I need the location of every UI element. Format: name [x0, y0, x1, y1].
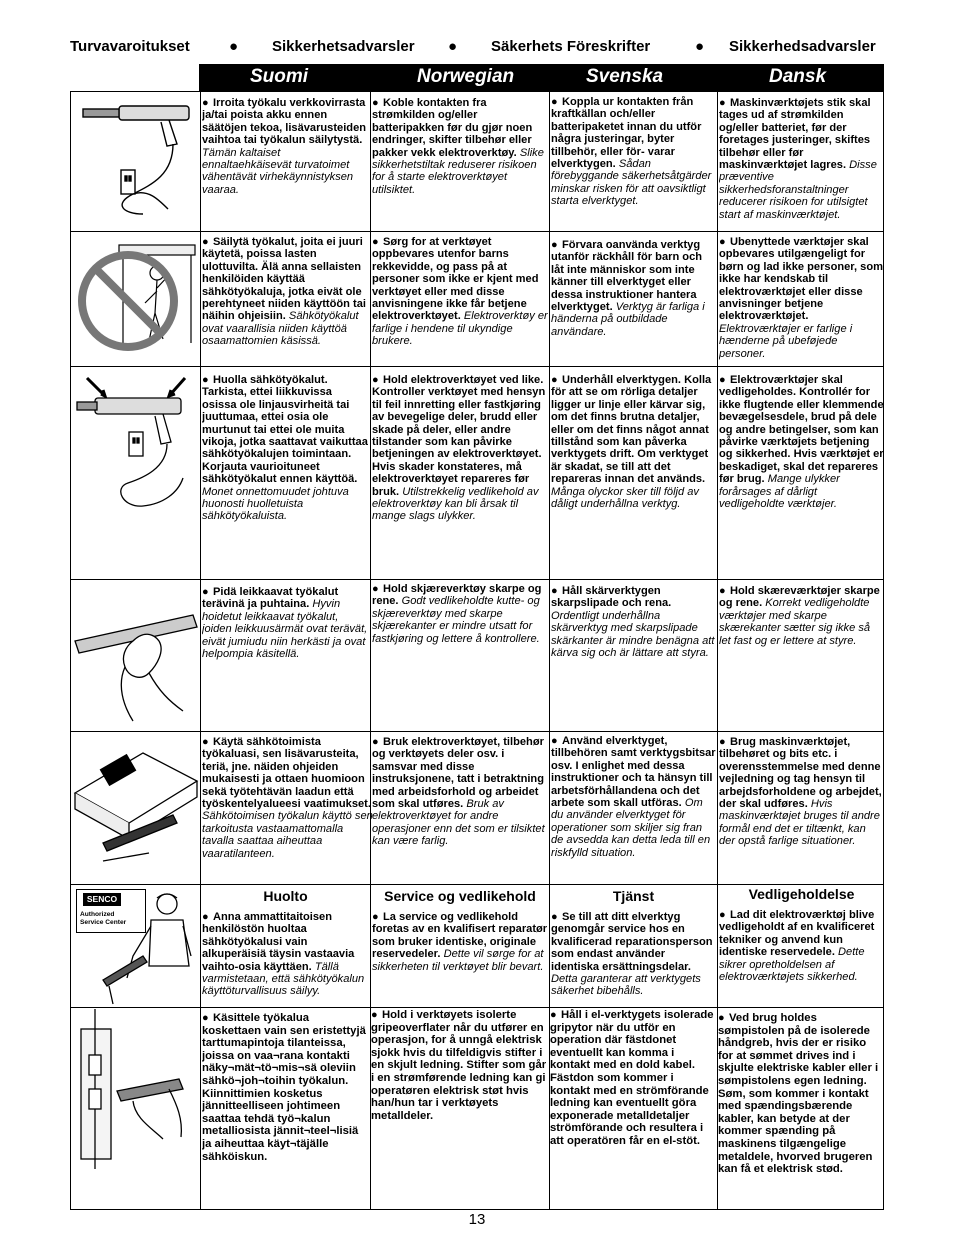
header-swedish: Säkerhets Föreskrifter — [491, 38, 651, 55]
tjanst-heading: Tjänst — [612, 888, 655, 904]
row4-svenska: ● Håll skärverktygen skarpslipade och rena. Ordentligt underhållna skärverktyg med skarpslipade skärkanter är mindre benägna att kärva sig och är lättare att styra. — [551, 585, 715, 660]
row6-norwegian: Service og vedlikehold ● La service og vedlikehold foretas av en kvalifisert reparatør som bruker identiske, originale reservedeler. Dette vil sørge for at sikkerheten til verktøyet blir bevart. — [372, 888, 548, 973]
safety-table — [70, 91, 884, 1210]
row5-dansk: ● Brug maskinværktøjet, tilbehøret og bits etc. i overensstemmelse med denne vejledning og tag hensyn til arbejdsforholdene og arbejdet, der skal udføres. Hvis maskinværktøjet bruges til andre formål end det er tiltænkt, kan der opstå farlige situationer. — [719, 736, 882, 848]
bullet-separator: ● — [229, 38, 239, 55]
no-children-icon — [73, 233, 199, 365]
safety-headers — [0, 38, 954, 58]
service-center-icon — [73, 886, 199, 1006]
tool-accessories-icon — [73, 733, 199, 883]
row4-suomi: ● Pidä leikkaavat työkalut terävinä ja puhtaina. Hyvin hoidetut leikkaavat työkalut, joiden leikkuusärmät ovat terävät, eivät jumiudu niin herkästi ja ovat helpompia käsitellä. — [202, 586, 368, 661]
row7-svenska: ● Håll i el-verktygets isolerade gripytor när du utför en operation där fästdonet eventuellt kan komma i kontakt med en dold kabel. Fästdon som kommer i kontakt med en strömförande ledning kan eventuellt göra exponerade metalldetaljer strömförande och resultera i att operatören får en el-stöt. — [550, 1009, 714, 1147]
row2-dansk: ● Ubenyttede værktøjer skal opbevares utilgængeligt for børn og lad ikke personer, som ikke har kendskab til elektroværktøjet eller disse anvisninger betjene elektroværktøjet. Elektroværktøjer er farlige i hænderne på ubeføjede personer. — [719, 236, 883, 360]
badge-line-1: Authorized — [80, 911, 115, 918]
row3-dansk: ● Elektroværktøjer skal vedligeholdes. Kontrollér for ikke flugtende eller klemmende bevægelsesdele, brud på dele og andre betingelser, som kan påvirke værktøjets betjening og sikkerhed. Hvis værktøjet er beskadiget, skal det repareres før brug. Mange ulykker forårsages af dårligt vedligeholdte værktøjer. — [719, 374, 884, 511]
row2-suomi: ● Säilytä työkalut, joita ei juuri käytetä, poissa lasten ulottuvilta. Älä anna sellaisten henkilöiden käyttää sähkötyökaluja, jotka eivät ole perehtyneet niiden käyttöön tai näihin ohjeisiin. Sähkötyökalut ovat vaarallisia niiden käyttöä osaamattomien käsissä. — [202, 236, 366, 348]
lang-svenska: Svenska — [586, 66, 664, 87]
badge-line-2: Service Center — [80, 919, 127, 926]
lang-norwegian: Norwegian — [417, 66, 515, 87]
row7-norwegian: ● Hold i verktøyets isolerte gripeoverflater når du utfører en operasjon, for å unngå elektrisk sjokk hvis du tilfeldigvis stifter i en skjult ledning. Stifter som går i en strømførende ledning kan gi operatøren elektrisk støt hvis han/hun tar i verktøyets metalldeler. — [371, 1009, 547, 1122]
inspect-tool-icon — [73, 368, 199, 578]
row5-norwegian: ● Bruk elektroverktøyet, tilbehør og verktøyets deler osv. i samsvar med disse instruksjonene, tatt i betraktning med arbeidsforhold og arbeidet som skal utføres. Bruk av elektroverktøyet for andre operasjoner enn det som er tilsiktet kan være farlig. — [372, 736, 545, 848]
row2-norwegian: ● Sørg for at verktøyet oppbevares utenfor barns rekkevidde, og pass på at personer som ikke er kjent med verktøyet eller med disse anvisningene ikke får betjene elektroverktøyet. Elektroverktøy er farlige i hendene til ukyndige brukere. — [372, 236, 548, 348]
row7-dansk: ● Ved brug holdes sømpistolen på de isolerede håndgreb, hvis der er risiko for at sømmet drives ind i skjulte elektriske kabler eller i sømpistolens egen ledning. Søm, som kommer i kontakt med spændingsbærende kabler, kan betyde at der kommer spænding på maskinens tilgængelige metaldele, hvorved brugeren kan få et elektrisk stød. — [718, 1012, 879, 1176]
service-heading: Service og vedlikehold — [384, 888, 536, 904]
row5-svenska: ● Använd elverktyget, tillbehören samt verktygsbitsar osv. I enlighet med dessa instruktioner och ta hänsyn till arbetsförhållandena och det arbete som skall utföras. Om du använder elverktyget för operationer som skiljer sig fran de avsedda kan detta leda till en riskfylld situation. — [551, 735, 716, 859]
row6-suomi: Huolto ● Anna ammattitaitoisen henkilöstön huoltaa sähkötyökalusi vain alkuperäisiä täysin vastaavia vaihto-osia käyttäen. Tällä varmistetaan, että sähkötyökalun käyttöturvallisuus säilyy. — [202, 888, 369, 998]
page-number: 13 — [468, 1211, 486, 1228]
row3-norwegian: ● Hold elektroverktøyet ved like. Kontroller verktøyet med hensyn til feil innretting eller fastkjøring av bevegelige deler, brudd eller skade på deler, eller andre tilstander som kan påvirke betjeningen av elektroverktøyet. Hvis skader konstateres, må elektroverktøyet repareres før bruk. Utilstrekkelig vedlikehold av elektroverktøy kan bli årsak til mange slags ulykker. — [372, 374, 546, 523]
senco-logo: SENCO — [83, 893, 121, 906]
bullet-separator: ● — [448, 38, 458, 55]
row3-svenska: ● Underhåll elverktygen. Kolla för att se om rörliga detaljer ligger ur linje eller kärvar sig, om det finns brutna detaljer, eller om det finns något annat tillstånd som kan påverka verktygets drift. Om verktyget är skadat, se till att det repareras innan det används. Många olyckor sker till följd av dåligt underhållna verktyg. — [551, 374, 712, 511]
vedligeholdelse-heading: Vedligeholdelse — [748, 886, 855, 902]
row1-dansk: ● Maskinværktøjets stik skal tages ud af strømkilden og/eller batteriet, før der foretages justeringer, skiftes tilbehør eller før maskinværktøjet lagres. Disse præventive sikkerhedsforanstaltninger reducerer risikoen for utilsigtet start af maskinværktøjet. — [719, 97, 877, 221]
lang-dansk: Dansk — [769, 66, 827, 87]
header-finnish: Turvavaroitukset — [70, 38, 190, 55]
row2-svenska: ● Förvara oanvända verktyg utanför räckhåll för barn och låt inte människor som inte känner till elverktyget eller dessa instruktioner hantera elverktyget. Verktyg är farliga i händerna på outbildade användare. — [551, 239, 705, 338]
row1-suomi: ● Irroita työkalu verkkovirrasta ja/tai poista akku ennen säätöjen tekoa, lisävarusteiden vaihtoa tai työkalun säilytystä. Tämän kaltaiset ennaltaehkäisevät turvatoimet vähentävät virhekäynnistyksen vaaraa. — [202, 97, 367, 196]
huolto-heading: Huolto — [263, 888, 308, 904]
row1-svenska: ● Koppla ur kontakten från kraftkällan och/eller batteripaketet innan du utför några justeringar, byter tillbehör, eller för- varar elverktygen. Sådan förebyggande säkerhetsåtgärder minskar risken för att oavsiktligt starta elverktyget. — [551, 96, 712, 208]
row3-suomi: ● Huolla sähkötyökalut. Tarkista, ettei liikkuvissa osissa ole linjausvirheitä tai juuttumaa, ettei osia ole murtunut tai ettei ole muita vikoja, jotka saattavat vaikuttaa sähkötyökalujen toimintaan. Korjauta vaurioituneet sähkötyökalut ennen käyttöä. Monet onnettomuudet johtuva huonosti huolletuista sähkötyökaluista. — [202, 374, 368, 523]
row6-svenska: Tjänst ● Se till att ditt elverktyg genomgår service hos en kvalificerad reparationsperson som endast använder identiska ersättningsdelar. Detta garanterar att verktygets säkerhet bibehålls. — [551, 888, 716, 998]
lang-suomi: Suomi — [250, 66, 309, 87]
row4-norwegian: ● Hold skjæreverktøy skarpe og rene. Godt vedlikeholdte kutte- og skjæreverktøy med skarpe skjærekanter er mindre utsatt for fastkjøring og lettere å kontrollere. — [372, 583, 542, 645]
row7-suomi: ● Käsittele työkalua koskettaen vain sen eristettyjä tarttumapintoja tilanteissa, joissa on vaa¬rana kontakti näky¬mät¬tö¬mis¬sä oleviin sähkö¬joh¬toihin työkalun. Kiinnittimien kosketus jännitteelliseen johtimeen saattaa tehdä työ¬kalun metalliosista jännit¬teel¬lisiä ja aiheuttaa käyt¬täjälle sähköiskun. — [202, 1012, 366, 1163]
hidden-wiring-icon — [73, 1009, 199, 1209]
row4-dansk: ● Hold skæreværktøjer skarpe og rene. Korrekt vedligeholdte værktøjer med skarpe skærekanter sætter sig ikke så let fast og er lettere at styre. — [719, 585, 880, 647]
row1-norwegian: ● Koble kontakten fra strømkilden og/eller batteripakken før du gjør noen endringer, skifter tilbehør eller pakker vekk elektroverktøy. Slike sikkerhetstiltak reduserer risikoen for å starte elektroverktøyet utilsiktet. — [372, 97, 544, 196]
row5-suomi: ● Käytä sähkötoimista työkaluasi, sen lisävarusteita, teriä, jne. näiden ohjeiden mukaisesti ja ottaen huomioon sekä työtehtävän laadun että työskentelyalueesi vaatimukset. Sähkötoimisen työkalun käyttö sen tarkoitusta vastaamattomalla tavalla saattaa aiheuttaa vaaratilanteen. — [202, 736, 373, 860]
unplug-tool-icon — [73, 94, 199, 230]
bullet-separator: ● — [695, 38, 705, 55]
row6-dansk: Vedligeholdelse ● Lad dit elektroværktøj blive vedligeholdt af en kvalificeret tekniker og anvend kun identiske reservedele. Dette sikrer opretholdelsen af elektroværktøjets sikkerhed. — [719, 886, 884, 983]
clean-tool-icon — [73, 581, 199, 730]
header-danish: Sikkerhedsadvarsler — [729, 38, 876, 55]
language-bar — [199, 64, 884, 91]
header-norwegian: Sikkerhetsadvarsler — [272, 38, 415, 55]
